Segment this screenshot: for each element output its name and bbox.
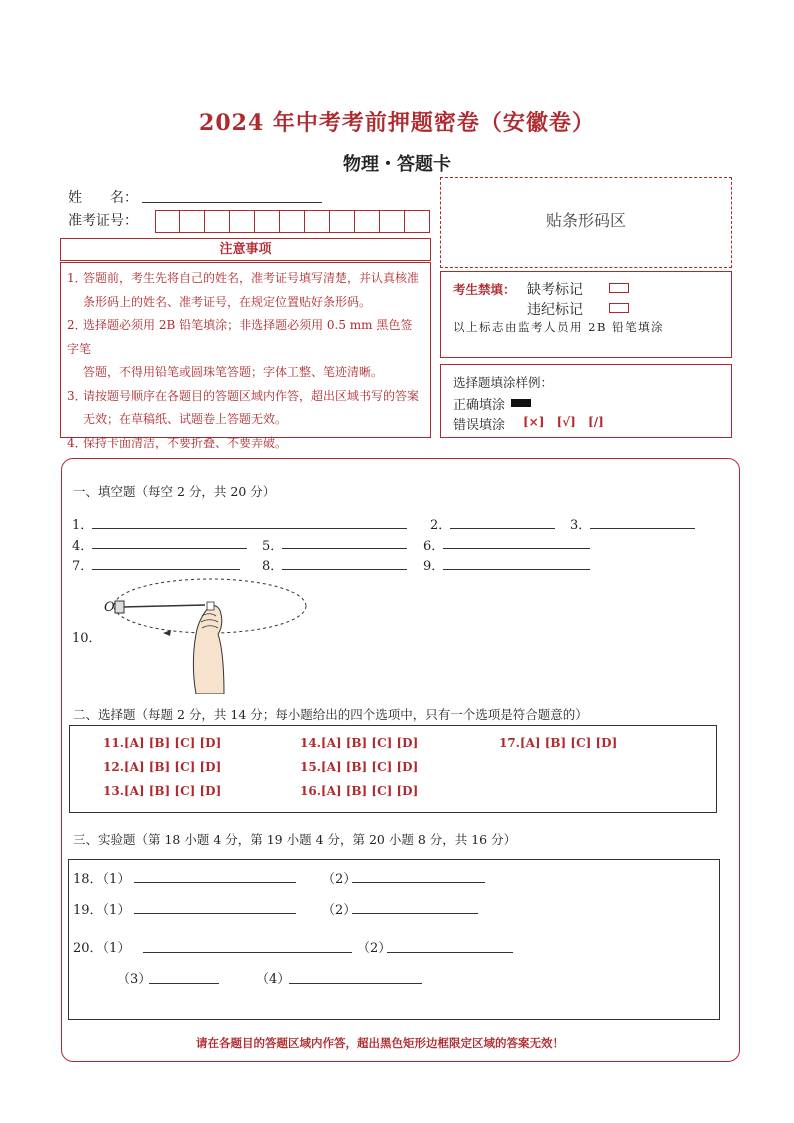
q1-answer-line[interactable] [92, 527, 407, 529]
q14-options[interactable]: [A] [B] [C] [D] [320, 736, 419, 750]
section3-title: 三、实验题（第 18 小题 4 分，第 19 小题 4 分，第 20 小题 8 分，共 16 分） [73, 832, 517, 847]
q15-number: 15. [300, 760, 321, 774]
notice-item-text: 答题前，考生先将自己的姓名，准考证号填写清楚，并认真核准 [83, 271, 420, 285]
q11-options[interactable]: [A] [B] [C] [D] [123, 736, 222, 750]
notice-header [60, 238, 431, 261]
notice-item [67, 385, 424, 409]
name-field[interactable] [142, 188, 322, 203]
q13-options[interactable]: [A] [B] [C] [D] [123, 784, 222, 798]
notice-title: 注意事项 [219, 242, 272, 257]
hand-icon [193, 605, 224, 694]
choice-q11[interactable] [103, 736, 221, 750]
choice-q15[interactable] [300, 760, 418, 774]
notice-item-text: 答题，不得用铅笔或圆珠笔答题；字体工整、笔迹清晰。 [83, 365, 384, 379]
q12-number: 12. [103, 760, 124, 774]
notice-item-text: 选择题必须用 2B 铅笔填涂；非选择题必须用 0.5 mm 黑色签字笔 [67, 318, 413, 356]
notice-item-number: 3． [67, 388, 87, 403]
q20-part2-label: （2） [357, 941, 392, 956]
id-digit-cell[interactable] [305, 210, 330, 233]
wrong-fill-samples [523, 415, 604, 429]
q5-answer-line[interactable] [282, 547, 407, 549]
notice-item [67, 408, 424, 432]
id-digit-cell[interactable] [230, 210, 255, 233]
q10-figure [100, 576, 315, 694]
id-digit-cell[interactable] [355, 210, 380, 233]
direction-arrow-icon [163, 630, 171, 636]
q13-number: 13. [103, 784, 124, 798]
id-digit-cell[interactable] [180, 210, 205, 233]
q17-number: 17. [499, 736, 520, 750]
q7-answer-line[interactable] [92, 568, 240, 570]
id-digit-cell[interactable] [405, 210, 430, 233]
q18-part1-line[interactable] [134, 881, 296, 883]
notice-item-text: 保持卡面清洁，不要折叠、不要弄破。 [83, 435, 288, 450]
violation-checkbox[interactable] [609, 303, 629, 313]
choice-q12[interactable] [103, 760, 221, 774]
section1-title: 一、填空题（每空 2 分，共 20 分） [73, 484, 276, 499]
q5-number: 5． [262, 539, 284, 554]
notice-item-text: 条形码上的姓名、准考证号，在规定位置贴好条形码。 [83, 294, 372, 309]
choice-q13[interactable] [103, 784, 221, 798]
q20-part3-label: （3） [117, 972, 152, 987]
absent-checkbox[interactable] [609, 283, 629, 293]
wrong-mark-check: [√] [556, 415, 576, 429]
page-title: 2024 年中考考前押题密卷（安徽卷） [199, 110, 595, 136]
q20-part1-label: 20．（1） [73, 941, 131, 956]
q8-number: 8． [262, 559, 284, 574]
q19-part2-line[interactable] [352, 912, 478, 914]
q4-number: 4． [72, 539, 94, 554]
q2-number: 2． [430, 518, 452, 533]
choice-q16[interactable] [300, 784, 418, 798]
q2-answer-line[interactable] [450, 527, 555, 529]
q18-part2-line[interactable] [352, 881, 485, 883]
exam-marks-label: 考生禁填： [453, 282, 516, 297]
q4-answer-line[interactable] [92, 547, 247, 549]
q10-number: 10． [72, 631, 102, 646]
q1-number: 1． [72, 518, 94, 533]
absent-label: 缺考标记 [527, 282, 583, 298]
q16-number: 16. [300, 784, 321, 798]
ball-object [115, 601, 124, 613]
correct-fill-sample [511, 399, 531, 407]
name-label: 姓 名： [68, 190, 138, 206]
page-subtitle: 物理・答题卡 [343, 154, 451, 175]
notice-item [67, 432, 424, 456]
id-number-cells[interactable] [155, 210, 430, 233]
q9-answer-line[interactable] [443, 568, 590, 570]
q19-part2-label: （2） [322, 903, 357, 918]
section2-title: 二、选择题（每题 2 分，共 14 分；每小题给出的四个选项中，只有一个选项是符合题意的） [73, 707, 588, 722]
q19-part1-label: 19．（1） [73, 903, 131, 918]
id-label: 准考证号： [68, 213, 138, 229]
q20-part1-line[interactable] [143, 951, 352, 953]
q12-options[interactable]: [A] [B] [C] [D] [123, 760, 222, 774]
q20-part2-line[interactable] [387, 951, 513, 953]
q7-number: 7． [72, 559, 94, 574]
violation-label: 违纪标记 [527, 302, 583, 318]
notice-item [67, 267, 424, 291]
fill-example-box [440, 364, 732, 438]
notice-item-text: 无效；在草稿纸、试题卷上答题无效。 [83, 412, 288, 426]
q3-number: 3． [570, 518, 592, 533]
q20-part3-line[interactable] [149, 982, 219, 984]
correct-fill-label: 正确填涂 [453, 398, 506, 413]
q9-number: 9． [423, 559, 445, 574]
q3-answer-line[interactable] [590, 527, 695, 529]
notice-item [67, 314, 424, 361]
exam-marks-box [440, 271, 732, 358]
wrong-mark-slash: [/] [588, 415, 604, 429]
q15-options[interactable]: [A] [B] [C] [D] [320, 760, 419, 774]
id-digit-cell[interactable] [155, 210, 180, 233]
notice-item-number: 1． [67, 271, 87, 285]
q6-answer-line[interactable] [443, 547, 590, 549]
q6-number: 6． [423, 539, 445, 554]
exam-marks-note: 以上标志由监考人员用 2B 铅笔填涂 [453, 320, 665, 334]
notice-item [67, 361, 424, 385]
rope-line [124, 605, 205, 607]
q8-answer-line[interactable] [282, 568, 407, 570]
experiment-box [68, 859, 720, 1020]
notice-item-number: 2． [67, 318, 87, 332]
rope-holder [207, 602, 214, 610]
fill-example-title: 选择题填涂样例： [453, 375, 554, 390]
q11-number: 11. [103, 736, 124, 750]
q20-part4-line[interactable] [289, 982, 422, 984]
id-digit-cell[interactable] [330, 210, 355, 233]
wrong-mark-cross: [×] [523, 415, 545, 429]
wrong-fill-label: 错误填涂 [453, 418, 506, 433]
barcode-area [440, 177, 732, 268]
q19-part1-line[interactable] [134, 912, 296, 914]
id-digit-cell[interactable] [280, 210, 305, 233]
notice-item-number: 4． [67, 435, 87, 450]
q16-options[interactable]: [A] [B] [C] [D] [320, 784, 419, 798]
notice-item [67, 291, 424, 315]
notice-box [60, 262, 431, 450]
figure-label-o: O [104, 600, 115, 615]
footer-warning: 请在各题目的答题区域内作答，超出黑色矩形边框限定区域的答案无效！ [196, 1036, 564, 1050]
notice-item-text: 请按题号顺序在各题目的答题区域内作答，超出区域书写的答案 [83, 388, 420, 403]
choice-q14[interactable] [300, 736, 418, 750]
id-digit-cell[interactable] [380, 210, 405, 233]
q18-part1-label: 18．（1） [73, 872, 131, 887]
choice-q17[interactable] [499, 736, 617, 750]
q17-options[interactable]: [A] [B] [C] [D] [519, 736, 618, 750]
id-digit-cell[interactable] [205, 210, 230, 233]
id-digit-cell[interactable] [255, 210, 280, 233]
barcode-label: 贴条形码区 [545, 211, 626, 230]
q18-part2-label: （2） [322, 872, 357, 887]
q14-number: 14. [300, 736, 321, 750]
q20-part4-label: （4） [256, 972, 291, 987]
